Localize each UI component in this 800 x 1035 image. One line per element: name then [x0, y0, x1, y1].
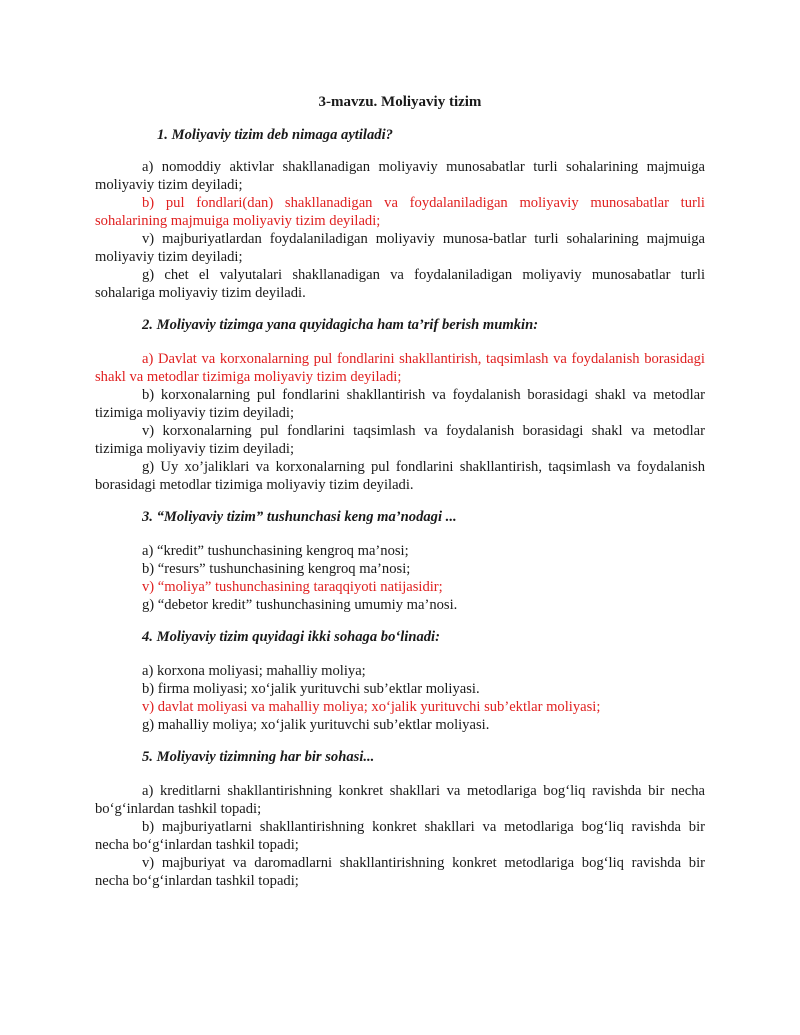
question-5: 5. Moliyaviy tizimning har bir sohasi...: [142, 749, 375, 765]
question-2: 2. Moliyaviy tizimga yana quyidagicha ham ta’rif berish mumkin:: [142, 317, 539, 333]
q5-option-a: a) kreditlarni shakllantirishning konkret shakllari va metodlariga bog‘liq ravishda bir necha bo‘g‘inlardan tashkil topadi;: [95, 783, 705, 817]
q1-option-a: a) nomoddiy aktivlar shakllanadigan moliyaviy munosabatlar turli sohalarining majmuiga moliyaviy tizim deyiladi;: [95, 159, 705, 193]
question-3: 3. “Moliyaviy tizim” tushunchasi keng ma’nodagi ...: [142, 509, 457, 525]
q3-option-a: a) “kredit” tushunchasining kengroq ma’nosi;: [142, 543, 409, 559]
q3-option-g: g) “debetor kredit” tushunchasining umumiy ma’nosi.: [142, 597, 458, 613]
q2-option-v: v) korxonalarning pul fondlarini taqsimlash va foydalanish borasidagi shakl va metodlar tizimiga moliyaviy tizim deyiladi;: [95, 423, 705, 457]
q4-option-g: g) mahalliy moliya; xo‘jalik yurituvchi sub’ektlar moliyasi.: [142, 717, 490, 733]
q4-option-b: b) firma moliyasi; xo‘jalik yurituvchi sub’ektlar moliyasi.: [142, 681, 480, 697]
question-4: 4. Moliyaviy tizim quyidagi ikki sohaga bo‘linadi:: [142, 629, 440, 645]
q3-option-b: b) “resurs” tushunchasining kengroq ma’nosi;: [142, 561, 411, 577]
q4-option-a: a) korxona moliyasi; mahalliy moliya;: [142, 663, 366, 679]
page-title: 3-mavzu. Moliyaviy tizim: [318, 94, 482, 110]
q5-option-v: v) majburiyat va daromadlarni shakllantirishning konkret metodlariga bog‘liq ravishda bir necha bo‘g‘inlardan tashkil topadi;: [95, 855, 705, 889]
document-body: [95, 126, 705, 890]
q5-option-b: b) majburiyatlarni shakllantirishning konkret shakllari va metodlariga bog‘liq ravishda bir necha bo‘g‘inlardan tashkil topadi;: [95, 819, 705, 853]
q2-option-g: g) Uy xo’jaliklari va korxonalarning pul fondlarini shakllantirish, taqsimlash va foydalanish borasidagi metodlar tizimiga moliyaviy tizim deyiladi.: [95, 459, 705, 493]
q1-option-v: v) majburiyatlardan foydalaniladigan moliyaviy munosa-batlar turli sohalarining majmuiga moliyaviy tizim deyiladi;: [95, 231, 705, 265]
q1-option-g: g) chet el valyutalari shakllanadigan va foydalaniladigan moliyaviy munosabatlar turli sohalariga moliyaviy tizim deyiladi.: [95, 267, 705, 301]
q2-option-a-correct: a) Davlat va korxonalarning pul fondlarini shakllantirish, taqsimlash va foydalanish borasidagi shakl va metodlar tizimiga moliyaviy tizim deyiladi;: [95, 351, 705, 385]
q3-option-v-correct: v) “moliya” tushunchasining taraqqiyoti natijasidir;: [142, 579, 443, 595]
q4-option-v-correct: v) davlat moliyasi va mahalliy moliya; xo‘jalik yurituvchi sub’ektlar moliyasi;: [142, 699, 601, 715]
question-1: 1. Moliyaviy tizim deb nimaga aytiladi?: [157, 127, 393, 143]
q1-option-b-correct: b) pul fondlari(dan) shakllanadigan va foydalaniladigan moliyaviy munosabatlar turli sohalarining majmuiga moliyaviy tizim deyiladi;: [95, 195, 705, 229]
q2-option-b: b) korxonalarning pul fondlarini shakllantirish va foydalanish borasidagi shakl va metodlar tizimiga moliyaviy tizim deyiladi;: [95, 387, 705, 421]
